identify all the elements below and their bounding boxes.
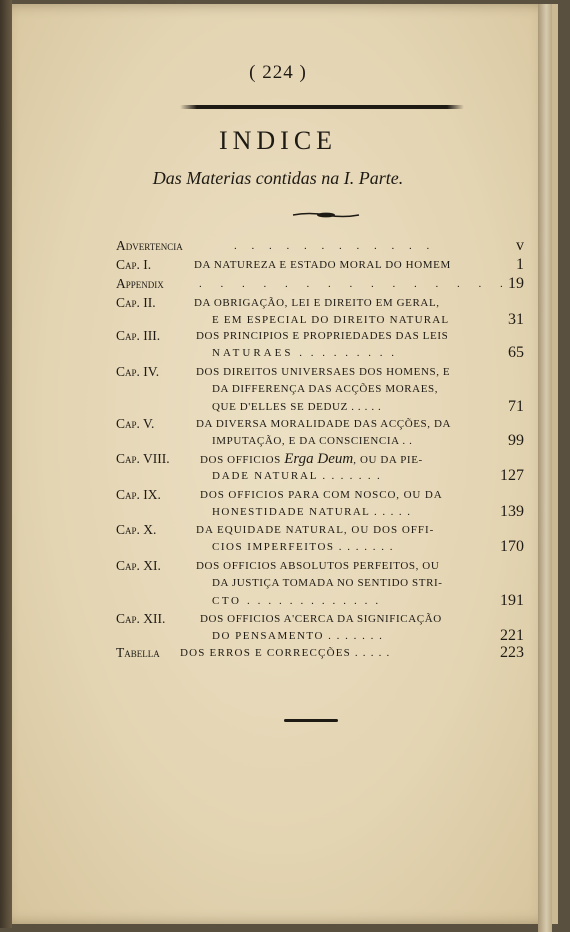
toc-page: 65 bbox=[508, 344, 524, 361]
toc-page: 139 bbox=[500, 503, 524, 520]
toc-text: DOS OFFICIOS A'CERCA DA SIGNIFICAÇÃO bbox=[200, 613, 442, 625]
toc-text: DA EQUIDADE NATURAL, OU DOS OFFI- bbox=[196, 524, 435, 536]
toc-text: CIOS IMPERFEITOS . . . . . . . bbox=[212, 541, 395, 553]
toc-label: Tabella bbox=[116, 645, 160, 660]
table-of-contents bbox=[4, 4, 552, 924]
toc-label: Cap. XII. bbox=[116, 611, 166, 626]
toc-text: DOS OFFICIOS PARA COM NOSCO, OU DA bbox=[200, 489, 443, 501]
toc-page bbox=[478, 573, 524, 593]
toc-label: Cap. V. bbox=[116, 416, 155, 431]
page-title: INDICE bbox=[218, 126, 338, 155]
toc-label: Appendix bbox=[116, 276, 164, 291]
footer-rule bbox=[284, 719, 338, 722]
toc-text-post: , OU DA PIE- bbox=[353, 454, 423, 466]
toc-label: Cap. II. bbox=[116, 295, 156, 310]
toc-text: DA OBRIGAÇÃO, LEI E DIREITO EM GERAL, bbox=[194, 297, 440, 309]
book-binding bbox=[0, 0, 12, 928]
toc-page: 31 bbox=[508, 311, 524, 328]
toc-page: 99 bbox=[508, 432, 524, 449]
toc-text-italic: Erga Deum bbox=[284, 451, 354, 467]
toc-label: Advertencia bbox=[116, 238, 183, 253]
book-page bbox=[4, 4, 558, 924]
toc-text: DA JUSTIÇA TOMADA NO SENTIDO STRI- bbox=[212, 577, 443, 589]
toc-page: 223 bbox=[500, 644, 524, 661]
toc-text: DADE NATURAL . . . . . . . bbox=[212, 470, 382, 482]
toc-page: 71 bbox=[508, 398, 524, 415]
toc-label: Cap. I. bbox=[116, 257, 152, 272]
toc-text: DOS ERROS E CORRECÇÕES . . . . . bbox=[180, 647, 391, 659]
toc-text: DOS DIREITOS UNIVERSAES DOS HOMENS, E bbox=[196, 366, 451, 378]
toc-page: 1 bbox=[516, 256, 524, 273]
toc-text: DO PENSAMENTO . . . . . . . bbox=[212, 630, 384, 642]
toc-text: DOS PRINCIPIOS E PROPRIEDADES DAS LEIS bbox=[196, 330, 449, 342]
toc-text: IMPUTAÇÃO, E DA CONSCIENCIA . . bbox=[212, 435, 413, 447]
toc-text: QUE D'ELLES SE DEDUZ . . . . . bbox=[212, 401, 382, 413]
toc-page: 191 bbox=[500, 592, 524, 609]
toc-text: DA DIFFERENÇA DAS ACÇÕES MORAES, bbox=[212, 383, 439, 395]
toc-text: . . . . . . . . . . . . bbox=[234, 240, 436, 252]
toc-page: 127 bbox=[500, 467, 524, 484]
toc-label: Cap. X. bbox=[116, 522, 157, 537]
page-subtitle: Das Materias contidas na I. Parte. bbox=[152, 168, 404, 188]
toc-page bbox=[478, 379, 524, 399]
toc-text: DOS OFFICIOS ABSOLUTOS PERFEITOS, OU bbox=[196, 560, 440, 572]
toc-label: Cap. IX. bbox=[116, 487, 161, 502]
toc-label: Cap. III. bbox=[116, 328, 161, 343]
toc-page: 221 bbox=[500, 627, 524, 644]
toc-label: Cap. VIII. bbox=[116, 451, 170, 466]
toc-text: NATURAES . . . . . . . . . bbox=[212, 347, 397, 359]
toc-text: E EM ESPECIAL DO DIREITO NATURAL bbox=[212, 314, 450, 326]
toc-page: 170 bbox=[500, 538, 524, 555]
toc-page: v bbox=[516, 237, 524, 254]
toc-text: HONESTIDADE NATURAL . . . . . bbox=[212, 506, 412, 518]
page-number: ( 224 ) bbox=[249, 62, 307, 83]
toc-text: DA NATUREZA E ESTADO MORAL DO HOMEM bbox=[194, 259, 451, 271]
toc-text-pre: DOS OFFICIOS bbox=[200, 454, 281, 466]
toc-text: . . . . . . . . . . . . . . . bbox=[199, 278, 511, 290]
toc-label: Cap. XI. bbox=[116, 558, 161, 573]
toc-text: CTO . . . . . . . . . . . . . bbox=[212, 595, 381, 607]
toc-page: 19 bbox=[508, 275, 524, 292]
toc-text: DA DIVERSA MORALIDADE DAS ACÇÕES, DA bbox=[196, 418, 452, 430]
toc-label: Cap. IV. bbox=[116, 364, 160, 379]
